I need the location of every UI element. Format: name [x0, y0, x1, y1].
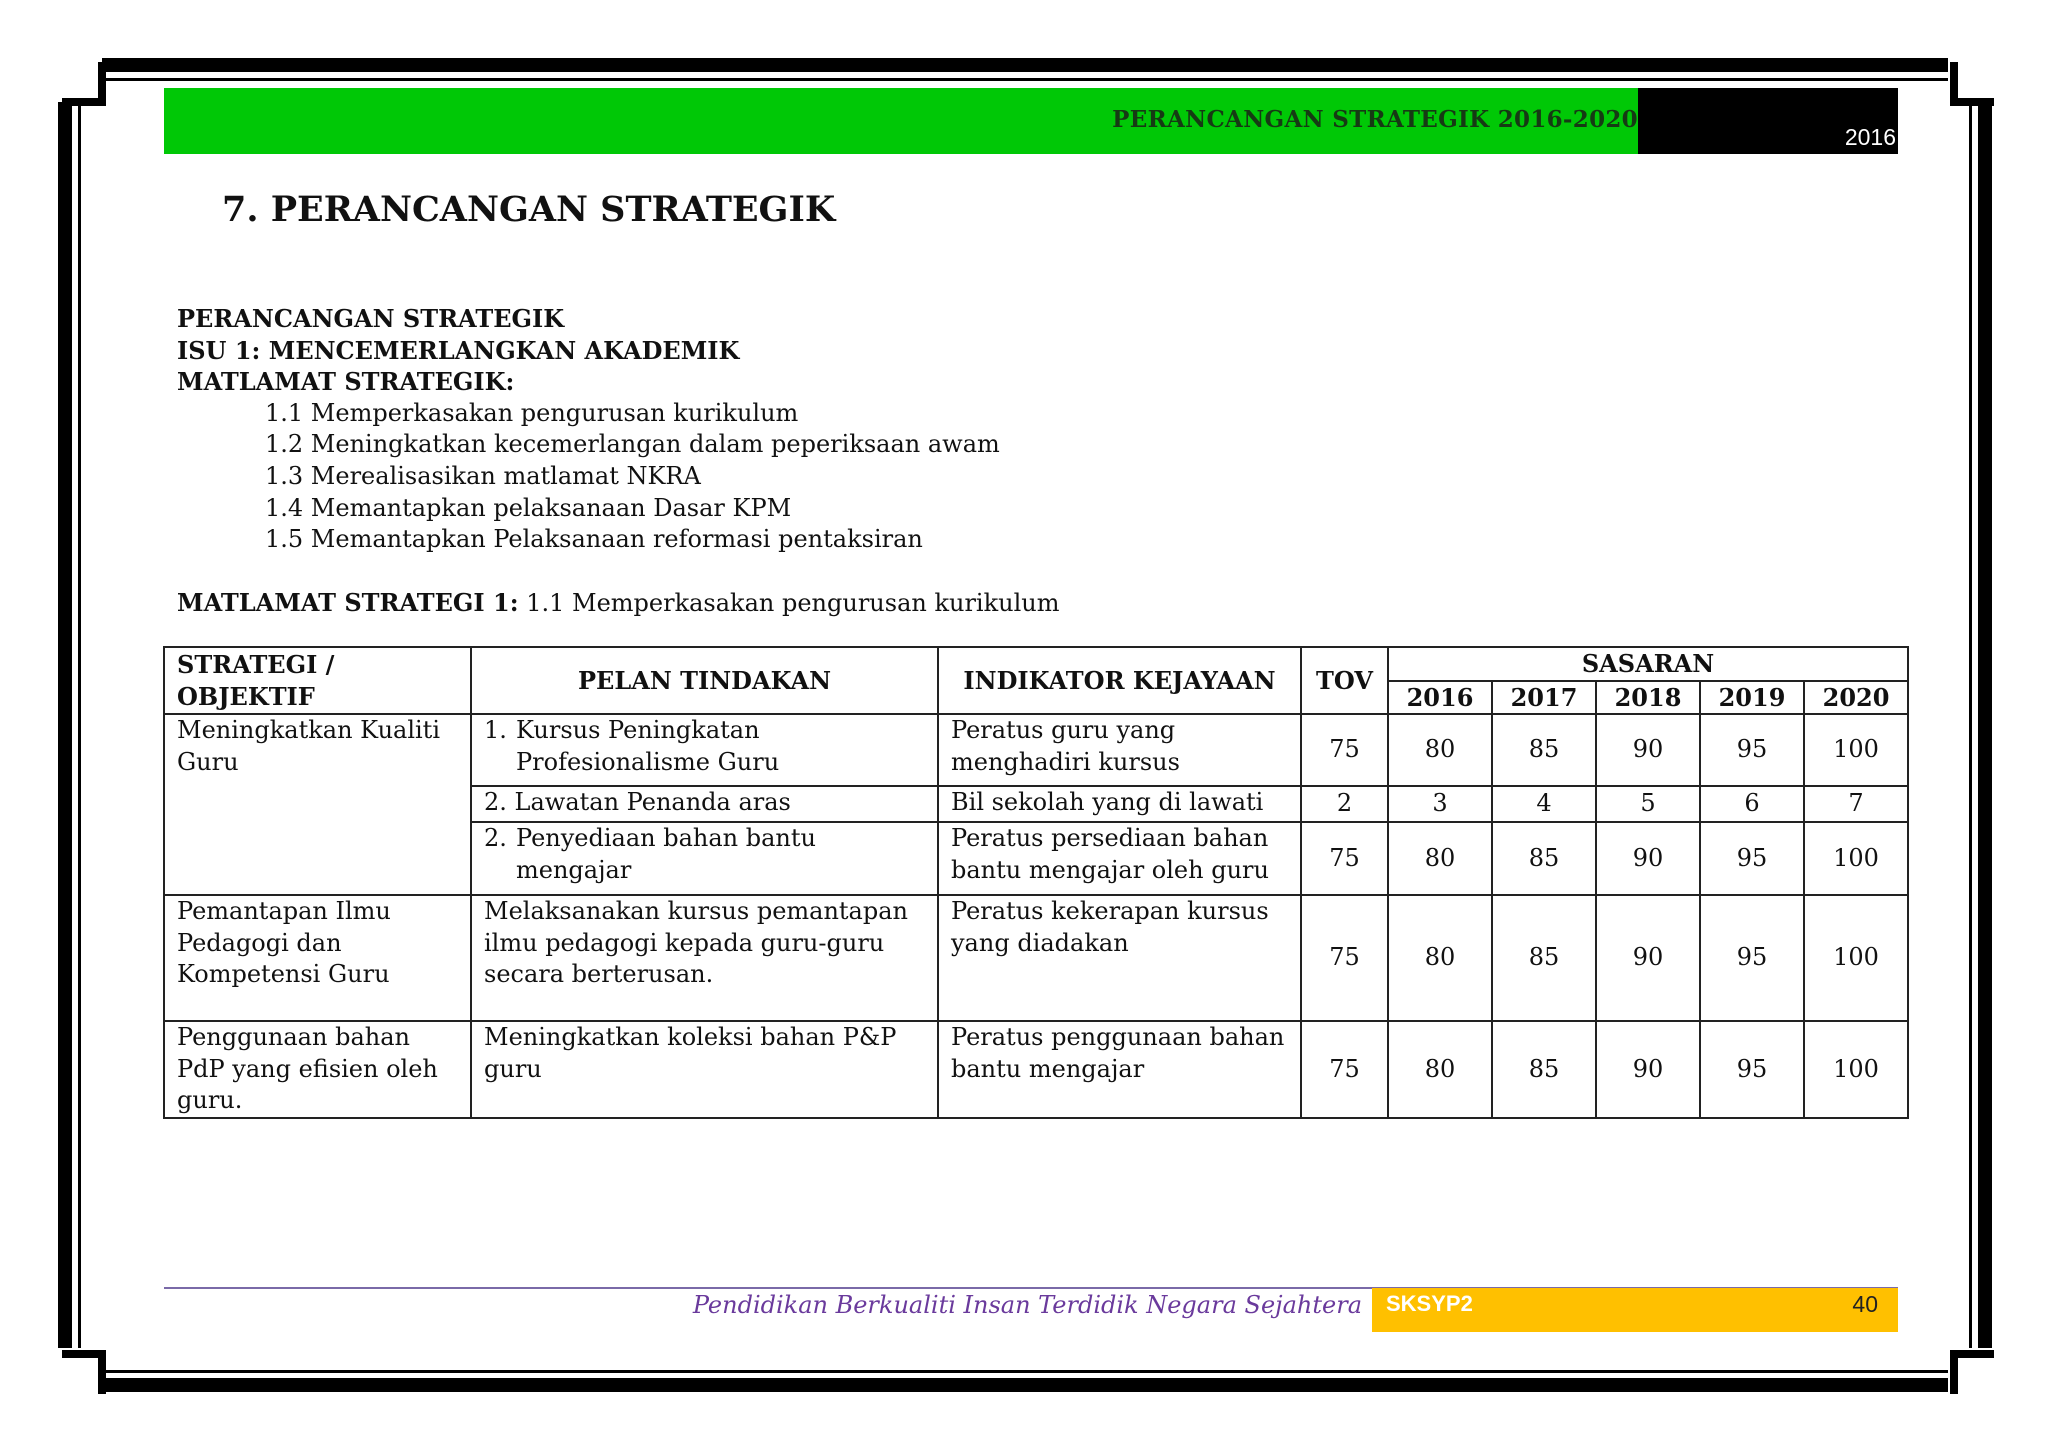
cell-target: 80 — [1388, 895, 1492, 1021]
cell-indikator: Peratus penggunaan bahan bantu mengajar — [938, 1021, 1301, 1118]
frame-right — [1978, 102, 1992, 1348]
cell-indikator: Bil sekolah yang di lawati — [938, 786, 1301, 822]
cell-tov: 75 — [1301, 714, 1388, 786]
cell-strategi: Penggunaan bahan PdP yang efisien oleh guru. — [164, 1021, 471, 1118]
cell-target: 85 — [1492, 1021, 1596, 1118]
table-row — [164, 714, 1908, 786]
cell-target: 90 — [1596, 822, 1700, 895]
cell-target: 95 — [1700, 822, 1804, 895]
goal-item: 1.5 Memantapkan Pelaksanaan reformasi pentaksiran — [265, 525, 923, 554]
issue-heading: ISU 1: MENCEMERLANGKAN AKADEMIK — [177, 335, 740, 365]
cell-pelan: Melaksanakan kursus pemantapan ilmu pedagogi kepada guru-guru secara berterusan. — [471, 895, 938, 1021]
cell-pelan-text: Penyediaan bahan bantu mengajar — [516, 824, 816, 884]
cell-pelan-num: 2. — [484, 824, 507, 852]
cell-target: 80 — [1388, 714, 1492, 786]
footer-school-code: SKSYP2 — [1386, 1291, 1473, 1316]
cell-target: 80 — [1388, 1021, 1492, 1118]
header-year-2020: 2020 — [1804, 681, 1908, 715]
frame-corner-tr — [1950, 62, 1994, 106]
header-year-2017: 2017 — [1492, 681, 1596, 715]
goal-item: 1.1 Memperkasakan pengurusan kurikulum — [265, 398, 799, 427]
header-sasaran: SASARAN — [1388, 647, 1908, 681]
cell-target: 85 — [1492, 822, 1596, 895]
intro-heading: PERANCANGAN STRATEGIK — [177, 304, 565, 333]
cell-target: 6 — [1700, 786, 1804, 822]
header-pelan: PELAN TINDAKAN — [471, 647, 938, 714]
header-tov: TOV — [1301, 647, 1388, 714]
frame-corner-bl — [62, 1350, 106, 1394]
header-title: PERANCANGAN STRATEGIK 2016-2020 — [1112, 106, 1638, 133]
cell-pelan — [471, 822, 938, 895]
cell-target: 7 — [1804, 786, 1908, 822]
cell-indikator: Peratus guru yang menghadiri kursus — [938, 714, 1301, 786]
cell-target: 100 — [1804, 1021, 1908, 1118]
cell-tov: 75 — [1301, 1021, 1388, 1118]
section-title: 7. PERANCANGAN STRATEGIK — [222, 189, 836, 230]
cell-tov: 75 — [1301, 895, 1388, 1021]
header-year-2016: 2016 — [1388, 681, 1492, 715]
frame-top-inner — [102, 78, 1948, 81]
cell-pelan: Meningkatkan koleksi bahan P&P guru — [471, 1021, 938, 1118]
cell-pelan-text: Kursus Peningkatan Profesionalisme Guru — [516, 716, 780, 776]
cell-target: 95 — [1700, 714, 1804, 786]
cell-target: 90 — [1596, 1021, 1700, 1118]
header-year-2018: 2018 — [1596, 681, 1700, 715]
header-strategi: STRATEGI / OBJEKTIF — [164, 647, 471, 714]
cell-target: 95 — [1700, 1021, 1804, 1118]
frame-corner-tl — [62, 62, 106, 106]
frame-left — [58, 102, 72, 1348]
goal-item: 1.2 Meningkatkan kecemerlangan dalam peperiksaan awam — [265, 430, 1000, 459]
frame-corner-br — [1950, 1350, 1994, 1394]
goal-item: 1.3 Merealisasikan matlamat NKRA — [265, 461, 701, 490]
strategy-table — [163, 646, 1909, 1119]
frame-right-inner — [1969, 102, 1972, 1348]
cell-tov: 2 — [1301, 786, 1388, 822]
frame-top — [102, 58, 1948, 72]
header-year-2019: 2019 — [1700, 681, 1804, 715]
cell-target: 5 — [1596, 786, 1700, 822]
cell-target: 90 — [1596, 895, 1700, 1021]
table-row — [164, 895, 1908, 1021]
cell-pelan: 2. Lawatan Penanda aras — [471, 786, 938, 822]
table-row — [164, 1021, 1908, 1118]
header-year: 2016 — [1844, 124, 1896, 150]
cell-target: 4 — [1492, 786, 1596, 822]
matlamat-text: 1.1 Memperkasakan pengurusan kurikulum — [518, 589, 1060, 617]
cell-target: 85 — [1492, 714, 1596, 786]
cell-indikator: Peratus kekerapan kursus yang diadakan — [938, 895, 1301, 1021]
cell-target: 80 — [1388, 822, 1492, 895]
frame-bottom-inner — [102, 1370, 1948, 1373]
page-number: 40 — [1852, 1291, 1878, 1317]
cell-pelan-num: 1. — [484, 716, 507, 744]
cell-target: 95 — [1700, 895, 1804, 1021]
goals-heading: MATLAMAT STRATEGIK: — [177, 367, 515, 397]
cell-target: 100 — [1804, 714, 1908, 786]
frame-bottom — [102, 1378, 1948, 1392]
footer-motto: Pendidikan Berkualiti Insan Terdidik Negara Sejahtera — [692, 1291, 1362, 1319]
goal-item: 1.4 Memantapkan pelaksanaan Dasar KPM — [265, 493, 792, 522]
matlamat-label: MATLAMAT STRATEGI 1: — [177, 588, 519, 617]
frame-left-inner — [78, 102, 81, 1348]
header-indikator: INDIKATOR KEJAYAAN — [938, 647, 1301, 714]
cell-target: 3 — [1388, 786, 1492, 822]
cell-indikator: Peratus persediaan bahan bantu mengajar oleh guru — [938, 822, 1301, 895]
cell-target: 85 — [1492, 895, 1596, 1021]
cell-strategi: Pemantapan Ilmu Pedagogi dan Kompetensi Guru — [164, 895, 471, 1021]
cell-target: 100 — [1804, 895, 1908, 1021]
cell-pelan — [471, 714, 938, 786]
matlamat-strategi-line — [177, 588, 1060, 617]
cell-strategi: Meningkatkan Kualiti Guru — [164, 714, 471, 895]
cell-target: 90 — [1596, 714, 1700, 786]
intro-block — [177, 303, 1000, 556]
cell-tov: 75 — [1301, 822, 1388, 895]
cell-target: 100 — [1804, 822, 1908, 895]
